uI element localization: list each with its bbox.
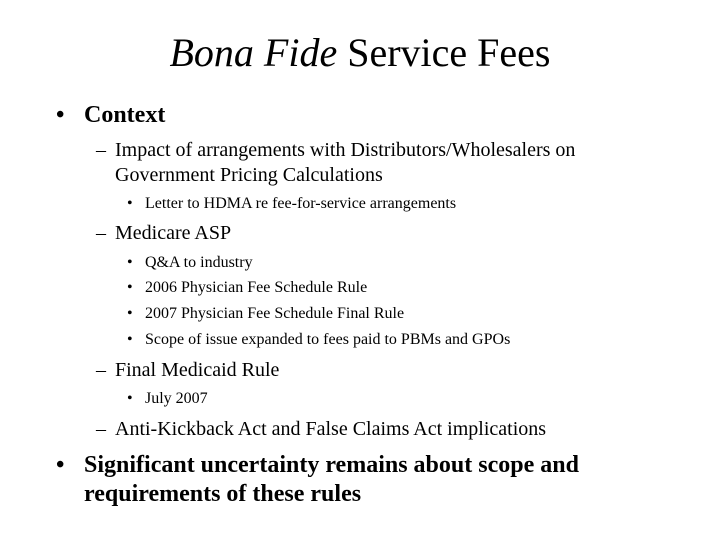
- title-italic: Bona Fide: [169, 30, 338, 75]
- sub-bullet-icon: •: [127, 254, 133, 271]
- impact-item: Letter to HDMA re fee-for-service arrangements: [145, 195, 457, 212]
- dash-icon: –: [96, 359, 106, 381]
- slide-title: [0, 28, 720, 78]
- medicare-item: 2006 Physician Fee Schedule Rule: [145, 279, 368, 296]
- kickback-line: Anti-Kickback Act and False Claims Act implications: [115, 418, 547, 440]
- title-rest: Service Fees: [347, 30, 551, 75]
- sub-bullet-icon: •: [127, 195, 133, 212]
- dash-icon: –: [96, 418, 106, 440]
- medicare-heading: Medicare ASP: [115, 222, 232, 244]
- dash-icon: –: [96, 222, 106, 244]
- sub-bullet-icon: •: [127, 279, 133, 296]
- uncertainty-line-1: Significant uncertainty remains about scope and: [84, 452, 579, 478]
- bullet-icon: •: [56, 452, 65, 478]
- context-heading: Context: [84, 102, 166, 128]
- bullet-icon: •: [56, 102, 65, 128]
- sub-bullet-icon: •: [127, 331, 133, 348]
- medicare-item: Q&A to industry: [145, 254, 253, 271]
- sub-bullet-icon: •: [127, 390, 133, 407]
- impact-line-2: Government Pricing Calculations: [115, 164, 383, 186]
- medicaid-item: July 2007: [145, 390, 208, 407]
- impact-line-1: Impact of arrangements with Distributors/Wholesalers on: [115, 139, 576, 161]
- medicaid-heading: Final Medicaid Rule: [115, 359, 280, 381]
- medicare-item: Scope of issue expanded to fees paid to PBMs and GPOs: [145, 331, 511, 348]
- medicare-item: 2007 Physician Fee Schedule Final Rule: [145, 305, 405, 322]
- sub-bullet-icon: •: [127, 305, 133, 322]
- uncertainty-line-2: requirements of these rules: [84, 481, 362, 507]
- dash-icon: –: [96, 139, 106, 161]
